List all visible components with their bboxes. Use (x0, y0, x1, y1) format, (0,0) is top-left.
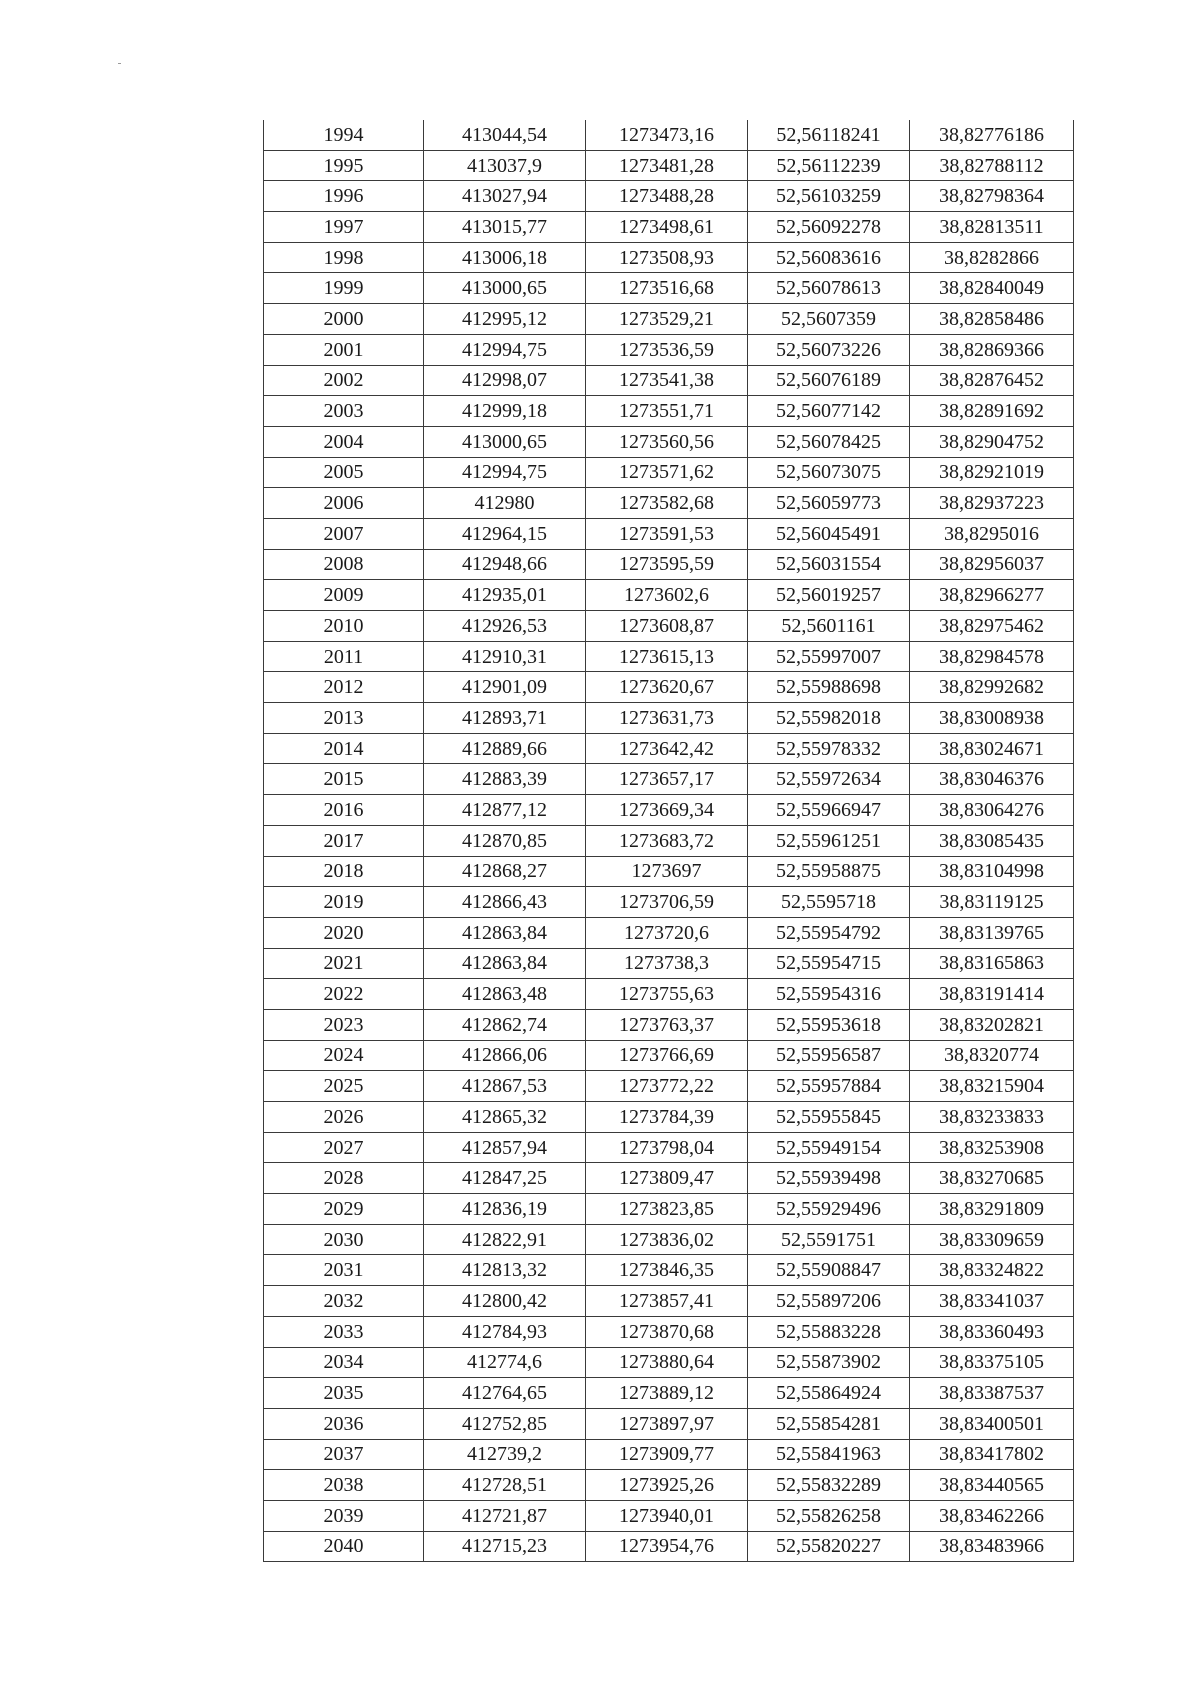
cell-y-coordinate: 1273809,47 (586, 1163, 748, 1194)
cell-latitude: 52,55826258 (748, 1500, 910, 1531)
cell-latitude: 52,55953618 (748, 1009, 910, 1040)
cell-point-number: 1996 (264, 181, 424, 212)
cell-latitude: 52,55820227 (748, 1531, 910, 1562)
cell-longitude: 38,83253908 (910, 1132, 1074, 1163)
cell-y-coordinate: 1273551,71 (586, 396, 748, 427)
cell-longitude: 38,83024671 (910, 733, 1074, 764)
cell-point-number: 2007 (264, 518, 424, 549)
cell-longitude: 38,83387537 (910, 1378, 1074, 1409)
cell-x-coordinate: 412836,19 (424, 1194, 586, 1225)
cell-latitude: 52,56103259 (748, 181, 910, 212)
cell-x-coordinate: 412867,53 (424, 1071, 586, 1102)
cell-longitude: 38,83360493 (910, 1316, 1074, 1347)
cell-latitude: 52,55883228 (748, 1316, 910, 1347)
cell-latitude: 52,55997007 (748, 641, 910, 672)
cell-point-number: 2028 (264, 1163, 424, 1194)
cell-longitude: 38,82798364 (910, 181, 1074, 212)
cell-x-coordinate: 412901,09 (424, 672, 586, 703)
cell-x-coordinate: 412857,94 (424, 1132, 586, 1163)
table-row (264, 887, 1074, 918)
cell-y-coordinate: 1273697 (586, 856, 748, 887)
cell-longitude: 38,82984578 (910, 641, 1074, 672)
cell-y-coordinate: 1273897,97 (586, 1408, 748, 1439)
cell-latitude: 52,55954316 (748, 979, 910, 1010)
cell-x-coordinate: 412893,71 (424, 703, 586, 734)
cell-latitude: 52,5601161 (748, 611, 910, 642)
cell-longitude: 38,83064276 (910, 795, 1074, 826)
cell-point-number: 1997 (264, 212, 424, 243)
table-row (264, 825, 1074, 856)
cell-longitude: 38,82891692 (910, 396, 1074, 427)
table-row (264, 365, 1074, 396)
cell-x-coordinate: 412863,84 (424, 917, 586, 948)
cell-y-coordinate: 1273620,67 (586, 672, 748, 703)
table-row (264, 795, 1074, 826)
cell-y-coordinate: 1273608,87 (586, 611, 748, 642)
cell-point-number: 2033 (264, 1316, 424, 1347)
cell-point-number: 2039 (264, 1500, 424, 1531)
cell-y-coordinate: 1273940,01 (586, 1500, 748, 1531)
table-row (264, 457, 1074, 488)
cell-latitude: 52,55949154 (748, 1132, 910, 1163)
cell-x-coordinate: 413006,18 (424, 242, 586, 273)
cell-x-coordinate: 412847,25 (424, 1163, 586, 1194)
cell-y-coordinate: 1273823,85 (586, 1194, 748, 1225)
cell-longitude: 38,83215904 (910, 1071, 1074, 1102)
cell-longitude: 38,83104998 (910, 856, 1074, 887)
cell-point-number: 2013 (264, 703, 424, 734)
cell-longitude: 38,83417802 (910, 1439, 1074, 1470)
cell-y-coordinate: 1273498,61 (586, 212, 748, 243)
cell-x-coordinate: 412862,74 (424, 1009, 586, 1040)
cell-y-coordinate: 1273755,63 (586, 979, 748, 1010)
cell-point-number: 2019 (264, 887, 424, 918)
cell-latitude: 52,5591751 (748, 1224, 910, 1255)
cell-longitude: 38,82992682 (910, 672, 1074, 703)
cell-longitude: 38,83139765 (910, 917, 1074, 948)
table-row (264, 488, 1074, 519)
cell-longitude: 38,82975462 (910, 611, 1074, 642)
cell-latitude: 52,56112239 (748, 150, 910, 181)
cell-longitude: 38,82788112 (910, 150, 1074, 181)
cell-latitude: 52,55939498 (748, 1163, 910, 1194)
cell-point-number: 2008 (264, 549, 424, 580)
cell-point-number: 2037 (264, 1439, 424, 1470)
table-row (264, 979, 1074, 1010)
cell-point-number: 2025 (264, 1071, 424, 1102)
cell-latitude: 52,55956587 (748, 1040, 910, 1071)
cell-point-number: 2026 (264, 1102, 424, 1133)
cell-x-coordinate: 412926,53 (424, 611, 586, 642)
cell-longitude: 38,83375105 (910, 1347, 1074, 1378)
cell-point-number: 2017 (264, 825, 424, 856)
cell-x-coordinate: 412739,2 (424, 1439, 586, 1470)
cell-x-coordinate: 412728,51 (424, 1470, 586, 1501)
cell-latitude: 52,55929496 (748, 1194, 910, 1225)
cell-point-number: 2038 (264, 1470, 424, 1501)
cell-longitude: 38,83008938 (910, 703, 1074, 734)
cell-longitude: 38,83309659 (910, 1224, 1074, 1255)
cell-point-number: 2032 (264, 1286, 424, 1317)
cell-point-number: 1995 (264, 150, 424, 181)
cell-point-number: 2003 (264, 396, 424, 427)
cell-y-coordinate: 1273595,59 (586, 549, 748, 580)
cell-y-coordinate: 1273738,3 (586, 948, 748, 979)
cell-longitude: 38,83341037 (910, 1286, 1074, 1317)
cell-x-coordinate: 412715,23 (424, 1531, 586, 1562)
cell-x-coordinate: 412889,66 (424, 733, 586, 764)
cell-y-coordinate: 1273784,39 (586, 1102, 748, 1133)
cell-y-coordinate: 1273880,64 (586, 1347, 748, 1378)
table-row (264, 948, 1074, 979)
cell-x-coordinate: 412883,39 (424, 764, 586, 795)
table-row (264, 1102, 1074, 1133)
table-row (264, 733, 1074, 764)
table-row (264, 1531, 1074, 1562)
table-row (264, 917, 1074, 948)
cell-x-coordinate: 412865,32 (424, 1102, 586, 1133)
cell-point-number: 2004 (264, 426, 424, 457)
cell-longitude: 38,83119125 (910, 887, 1074, 918)
cell-point-number: 2024 (264, 1040, 424, 1071)
cell-point-number: 2022 (264, 979, 424, 1010)
cell-point-number: 2020 (264, 917, 424, 948)
cell-latitude: 52,56073226 (748, 334, 910, 365)
cell-point-number: 2015 (264, 764, 424, 795)
cell-longitude: 38,83291809 (910, 1194, 1074, 1225)
table-row (264, 580, 1074, 611)
cell-latitude: 52,55832289 (748, 1470, 910, 1501)
cell-latitude: 52,56078425 (748, 426, 910, 457)
cell-longitude: 38,82776186 (910, 120, 1074, 150)
table-row (264, 703, 1074, 734)
table-row (264, 304, 1074, 335)
cell-x-coordinate: 412721,87 (424, 1500, 586, 1531)
cell-x-coordinate: 413015,77 (424, 212, 586, 243)
cell-latitude: 52,56083616 (748, 242, 910, 273)
table-row (264, 1163, 1074, 1194)
cell-point-number: 2002 (264, 365, 424, 396)
table-row (264, 549, 1074, 580)
cell-y-coordinate: 1273766,69 (586, 1040, 748, 1071)
cell-x-coordinate: 413027,94 (424, 181, 586, 212)
cell-point-number: 1994 (264, 120, 424, 150)
cell-latitude: 52,56031554 (748, 549, 910, 580)
cell-latitude: 52,55961251 (748, 825, 910, 856)
cell-x-coordinate: 412822,91 (424, 1224, 586, 1255)
cell-latitude: 52,55854281 (748, 1408, 910, 1439)
cell-point-number: 2036 (264, 1408, 424, 1439)
cell-x-coordinate: 412752,85 (424, 1408, 586, 1439)
cell-y-coordinate: 1273642,42 (586, 733, 748, 764)
cell-y-coordinate: 1273536,59 (586, 334, 748, 365)
cell-y-coordinate: 1273591,53 (586, 518, 748, 549)
cell-longitude: 38,82858486 (910, 304, 1074, 335)
cell-x-coordinate: 412813,32 (424, 1255, 586, 1286)
cell-y-coordinate: 1273669,34 (586, 795, 748, 826)
table-row (264, 1408, 1074, 1439)
cell-point-number: 2029 (264, 1194, 424, 1225)
cell-x-coordinate: 412999,18 (424, 396, 586, 427)
cell-x-coordinate: 413044,54 (424, 120, 586, 150)
cell-latitude: 52,56059773 (748, 488, 910, 519)
table-row (264, 672, 1074, 703)
cell-latitude: 52,5607359 (748, 304, 910, 335)
cell-y-coordinate: 1273615,13 (586, 641, 748, 672)
cell-y-coordinate: 1273582,68 (586, 488, 748, 519)
table-row (264, 396, 1074, 427)
scan-speck (118, 63, 121, 64)
cell-point-number: 2001 (264, 334, 424, 365)
table-row (264, 1500, 1074, 1531)
cell-x-coordinate: 413000,65 (424, 426, 586, 457)
table-row (264, 1347, 1074, 1378)
cell-y-coordinate: 1273529,21 (586, 304, 748, 335)
cell-latitude: 52,55908847 (748, 1255, 910, 1286)
cell-x-coordinate: 412935,01 (424, 580, 586, 611)
cell-y-coordinate: 1273631,73 (586, 703, 748, 734)
cell-longitude: 38,83202821 (910, 1009, 1074, 1040)
cell-x-coordinate: 412863,48 (424, 979, 586, 1010)
cell-longitude: 38,83085435 (910, 825, 1074, 856)
cell-x-coordinate: 412995,12 (424, 304, 586, 335)
cell-x-coordinate: 412998,07 (424, 365, 586, 396)
cell-x-coordinate: 412964,15 (424, 518, 586, 549)
cell-latitude: 52,56045491 (748, 518, 910, 549)
cell-point-number: 2035 (264, 1378, 424, 1409)
cell-x-coordinate: 413000,65 (424, 273, 586, 304)
cell-longitude: 38,82869366 (910, 334, 1074, 365)
cell-latitude: 52,55897206 (748, 1286, 910, 1317)
cell-latitude: 52,56092278 (748, 212, 910, 243)
cell-point-number: 2005 (264, 457, 424, 488)
cell-point-number: 2016 (264, 795, 424, 826)
cell-latitude: 52,55864924 (748, 1378, 910, 1409)
cell-longitude: 38,82840049 (910, 273, 1074, 304)
cell-latitude: 52,56076189 (748, 365, 910, 396)
cell-point-number: 2023 (264, 1009, 424, 1040)
cell-longitude: 38,83483966 (910, 1531, 1074, 1562)
cell-latitude: 52,56118241 (748, 120, 910, 150)
table-row (264, 1255, 1074, 1286)
cell-point-number: 2040 (264, 1531, 424, 1562)
cell-longitude: 38,83440565 (910, 1470, 1074, 1501)
cell-x-coordinate: 412870,85 (424, 825, 586, 856)
cell-y-coordinate: 1273508,93 (586, 242, 748, 273)
cell-y-coordinate: 1273909,77 (586, 1439, 748, 1470)
cell-longitude: 38,8282866 (910, 242, 1074, 273)
cell-y-coordinate: 1273473,16 (586, 120, 748, 150)
table-row (264, 212, 1074, 243)
table-row (264, 856, 1074, 887)
cell-longitude: 38,83270685 (910, 1163, 1074, 1194)
cell-latitude: 52,55978332 (748, 733, 910, 764)
cell-point-number: 2011 (264, 641, 424, 672)
table-row (264, 1132, 1074, 1163)
cell-latitude: 52,55873902 (748, 1347, 910, 1378)
cell-point-number: 2000 (264, 304, 424, 335)
cell-point-number: 2012 (264, 672, 424, 703)
table-row (264, 518, 1074, 549)
cell-point-number: 2021 (264, 948, 424, 979)
cell-y-coordinate: 1273657,17 (586, 764, 748, 795)
table-row (264, 1470, 1074, 1501)
cell-y-coordinate: 1273846,35 (586, 1255, 748, 1286)
cell-x-coordinate: 413037,9 (424, 150, 586, 181)
cell-y-coordinate: 1273925,26 (586, 1470, 748, 1501)
cell-x-coordinate: 412866,06 (424, 1040, 586, 1071)
cell-y-coordinate: 1273857,41 (586, 1286, 748, 1317)
table-row (264, 764, 1074, 795)
cell-longitude: 38,83324822 (910, 1255, 1074, 1286)
cell-longitude: 38,82904752 (910, 426, 1074, 457)
cell-y-coordinate: 1273706,59 (586, 887, 748, 918)
cell-latitude: 52,5595718 (748, 887, 910, 918)
cell-y-coordinate: 1273763,37 (586, 1009, 748, 1040)
cell-point-number: 2034 (264, 1347, 424, 1378)
cell-y-coordinate: 1273720,6 (586, 917, 748, 948)
cell-y-coordinate: 1273516,68 (586, 273, 748, 304)
cell-y-coordinate: 1273541,38 (586, 365, 748, 396)
cell-x-coordinate: 412784,93 (424, 1316, 586, 1347)
cell-latitude: 52,56077142 (748, 396, 910, 427)
cell-point-number: 1999 (264, 273, 424, 304)
table-row (264, 1316, 1074, 1347)
cell-y-coordinate: 1273602,6 (586, 580, 748, 611)
table-row (264, 334, 1074, 365)
cell-x-coordinate: 412980 (424, 488, 586, 519)
cell-x-coordinate: 412774,6 (424, 1347, 586, 1378)
table-row (264, 1224, 1074, 1255)
table-row (264, 1194, 1074, 1225)
table-row (264, 273, 1074, 304)
cell-latitude: 52,55988698 (748, 672, 910, 703)
cell-x-coordinate: 412948,66 (424, 549, 586, 580)
cell-point-number: 2006 (264, 488, 424, 519)
cell-latitude: 52,56019257 (748, 580, 910, 611)
cell-x-coordinate: 412910,31 (424, 641, 586, 672)
cell-latitude: 52,55982018 (748, 703, 910, 734)
cell-x-coordinate: 412866,43 (424, 887, 586, 918)
table-row (264, 181, 1074, 212)
table-row (264, 242, 1074, 273)
cell-longitude: 38,83191414 (910, 979, 1074, 1010)
cell-y-coordinate: 1273870,68 (586, 1316, 748, 1347)
cell-x-coordinate: 412868,27 (424, 856, 586, 887)
cell-x-coordinate: 412994,75 (424, 457, 586, 488)
cell-longitude: 38,82966277 (910, 580, 1074, 611)
cell-y-coordinate: 1273798,04 (586, 1132, 748, 1163)
cell-y-coordinate: 1273889,12 (586, 1378, 748, 1409)
table-row (264, 426, 1074, 457)
table-row (264, 1009, 1074, 1040)
table-row (264, 1040, 1074, 1071)
cell-point-number: 2027 (264, 1132, 424, 1163)
cell-point-number: 1998 (264, 242, 424, 273)
cell-longitude: 38,8320774 (910, 1040, 1074, 1071)
cell-point-number: 2010 (264, 611, 424, 642)
cell-latitude: 52,55841963 (748, 1439, 910, 1470)
cell-latitude: 52,55966947 (748, 795, 910, 826)
cell-x-coordinate: 412764,65 (424, 1378, 586, 1409)
cell-latitude: 52,55955845 (748, 1102, 910, 1133)
cell-point-number: 2018 (264, 856, 424, 887)
cell-y-coordinate: 1273836,02 (586, 1224, 748, 1255)
cell-x-coordinate: 412800,42 (424, 1286, 586, 1317)
cell-longitude: 38,82956037 (910, 549, 1074, 580)
coordinates-table (263, 120, 1074, 1562)
cell-y-coordinate: 1273481,28 (586, 150, 748, 181)
cell-longitude: 38,83462266 (910, 1500, 1074, 1531)
cell-longitude: 38,82937223 (910, 488, 1074, 519)
cell-latitude: 52,55954792 (748, 917, 910, 948)
table-row (264, 120, 1074, 150)
cell-longitude: 38,82921019 (910, 457, 1074, 488)
cell-longitude: 38,82813511 (910, 212, 1074, 243)
table-body (264, 120, 1074, 1562)
cell-latitude: 52,55958875 (748, 856, 910, 887)
table-row (264, 611, 1074, 642)
cell-x-coordinate: 412994,75 (424, 334, 586, 365)
cell-longitude: 38,83046376 (910, 764, 1074, 795)
cell-y-coordinate: 1273772,22 (586, 1071, 748, 1102)
cell-x-coordinate: 412877,12 (424, 795, 586, 826)
cell-point-number: 2009 (264, 580, 424, 611)
table-row (264, 1071, 1074, 1102)
cell-y-coordinate: 1273954,76 (586, 1531, 748, 1562)
cell-latitude: 52,55972634 (748, 764, 910, 795)
cell-longitude: 38,83400501 (910, 1408, 1074, 1439)
table-row (264, 641, 1074, 672)
table-row (264, 1439, 1074, 1470)
cell-latitude: 52,55957884 (748, 1071, 910, 1102)
cell-latitude: 52,56073075 (748, 457, 910, 488)
table-row (264, 1286, 1074, 1317)
cell-y-coordinate: 1273488,28 (586, 181, 748, 212)
cell-longitude: 38,82876452 (910, 365, 1074, 396)
table-row (264, 1378, 1074, 1409)
cell-y-coordinate: 1273560,56 (586, 426, 748, 457)
cell-latitude: 52,56078613 (748, 273, 910, 304)
cell-longitude: 38,8295016 (910, 518, 1074, 549)
cell-longitude: 38,83233833 (910, 1102, 1074, 1133)
cell-point-number: 2030 (264, 1224, 424, 1255)
table-row (264, 150, 1074, 181)
cell-latitude: 52,55954715 (748, 948, 910, 979)
cell-point-number: 2031 (264, 1255, 424, 1286)
cell-y-coordinate: 1273571,62 (586, 457, 748, 488)
cell-x-coordinate: 412863,84 (424, 948, 586, 979)
cell-longitude: 38,83165863 (910, 948, 1074, 979)
cell-point-number: 2014 (264, 733, 424, 764)
cell-y-coordinate: 1273683,72 (586, 825, 748, 856)
